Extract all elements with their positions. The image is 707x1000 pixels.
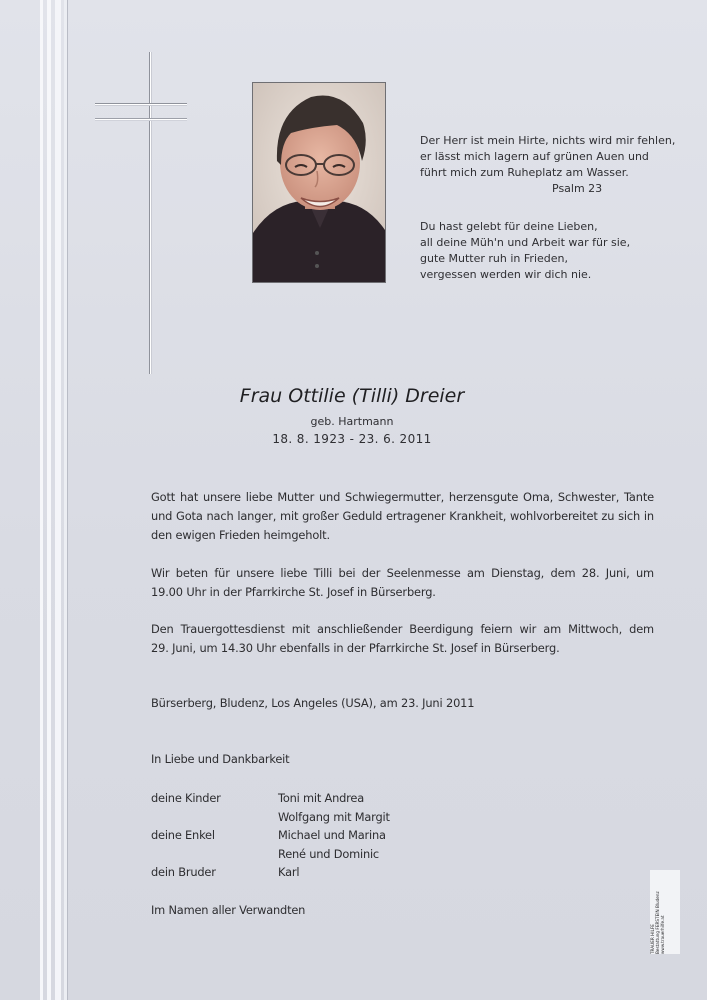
funeral-paragraph [151,620,654,658]
stripe-edge [67,0,68,1000]
family-relation: deine Kinder [151,791,221,805]
family-names: Karl [278,865,300,879]
paragraph-line: Gott hat unsere liebe Mutter und Schwiegermutter, herzensgute Oma, Schwester, Tante [151,490,654,504]
psalm-verse [420,133,676,197]
verse-line: vergessen werden wir dich nie. [420,268,592,281]
family-names: Michael und Marina [278,828,386,842]
maiden-name: geb. Hartmann [310,415,394,428]
verse-line: gute Mutter ruh in Frieden, [420,252,568,265]
family-names: Wolfgang mit Margit [278,809,390,824]
paragraph-line: Den Trauergottesdienst mit anschließender Beerdigung feiern wir am Mittwoch, dem [151,622,654,636]
logo-line: www.trauerhilfe.at [660,915,665,954]
logo-line: TRAUER HILFE [650,924,655,954]
portrait-illustration [253,83,386,283]
verse-line: führt mich zum Ruheplatz am Wasser. [420,166,629,179]
verse-reference: Psalm 23 [552,182,603,195]
stripe-band [40,0,43,1000]
family-names: Toni mit Andrea [278,791,365,805]
undertaker-logo [650,870,680,954]
logo-line: Bestattung FERSTEIN Bludenz [655,891,660,954]
family-relation: deine Enkel [151,828,215,842]
stripe-band [55,0,61,1000]
family-row [151,845,451,864]
place-and-date: Bürserberg, Bludenz, Los Angeles (USA), am 23. Juni 2011 [151,696,475,710]
portrait-photo [252,82,386,283]
verse-line: Du hast gelebt für deine Lieben, [420,220,598,233]
family-row [151,826,451,845]
paragraph-line: 29. Juni, um 14.30 Uhr ebenfalls in der Pfarrkirche St. Josef in Bürserberg. [151,641,560,655]
paragraph-line: den ewigen Frieden heimgeholt. [151,528,330,542]
paragraph-line: und Gota nach langer, mit großer Geduld ertragener Krankheit, wohlvorbereitet zu sich in [151,509,654,523]
family-row [151,789,451,808]
verse-line: er lässt mich lagern auf grünen Auen und [420,150,649,163]
closing-line: Im Namen aller Verwandten [151,903,306,917]
family-names: René und Dominic [278,846,379,861]
life-dates: 18. 8. 1923 - 23. 6. 2011 [272,432,432,446]
family-row [151,863,451,882]
family-relation [151,845,278,864]
requiem-paragraph [151,564,654,602]
announcement-paragraph [151,488,654,545]
deceased-name: Frau Ottilie (Tilli) Dreier [239,385,465,407]
family-list [151,789,451,882]
family-row [151,808,451,827]
stripe-band [47,0,51,1000]
paragraph-line: 19.00 Uhr in der Pfarrkirche St. Josef in Bürserberg. [151,585,436,599]
paragraph-line: Wir beten für unsere liebe Tilli bei der Seelenmesse am Dienstag, dem 28. Juni, um [151,566,654,580]
family-relation: dein Bruder [151,865,216,879]
family-relation [151,808,278,827]
verse-line: Der Herr ist mein Hirte, nichts wird mir fehlen, [420,134,676,147]
family-intro: In Liebe und Dankbarkeit [151,752,290,766]
verse-line: all deine Müh'n und Arbeit war für sie, [420,236,631,249]
poem-verse [420,219,665,283]
